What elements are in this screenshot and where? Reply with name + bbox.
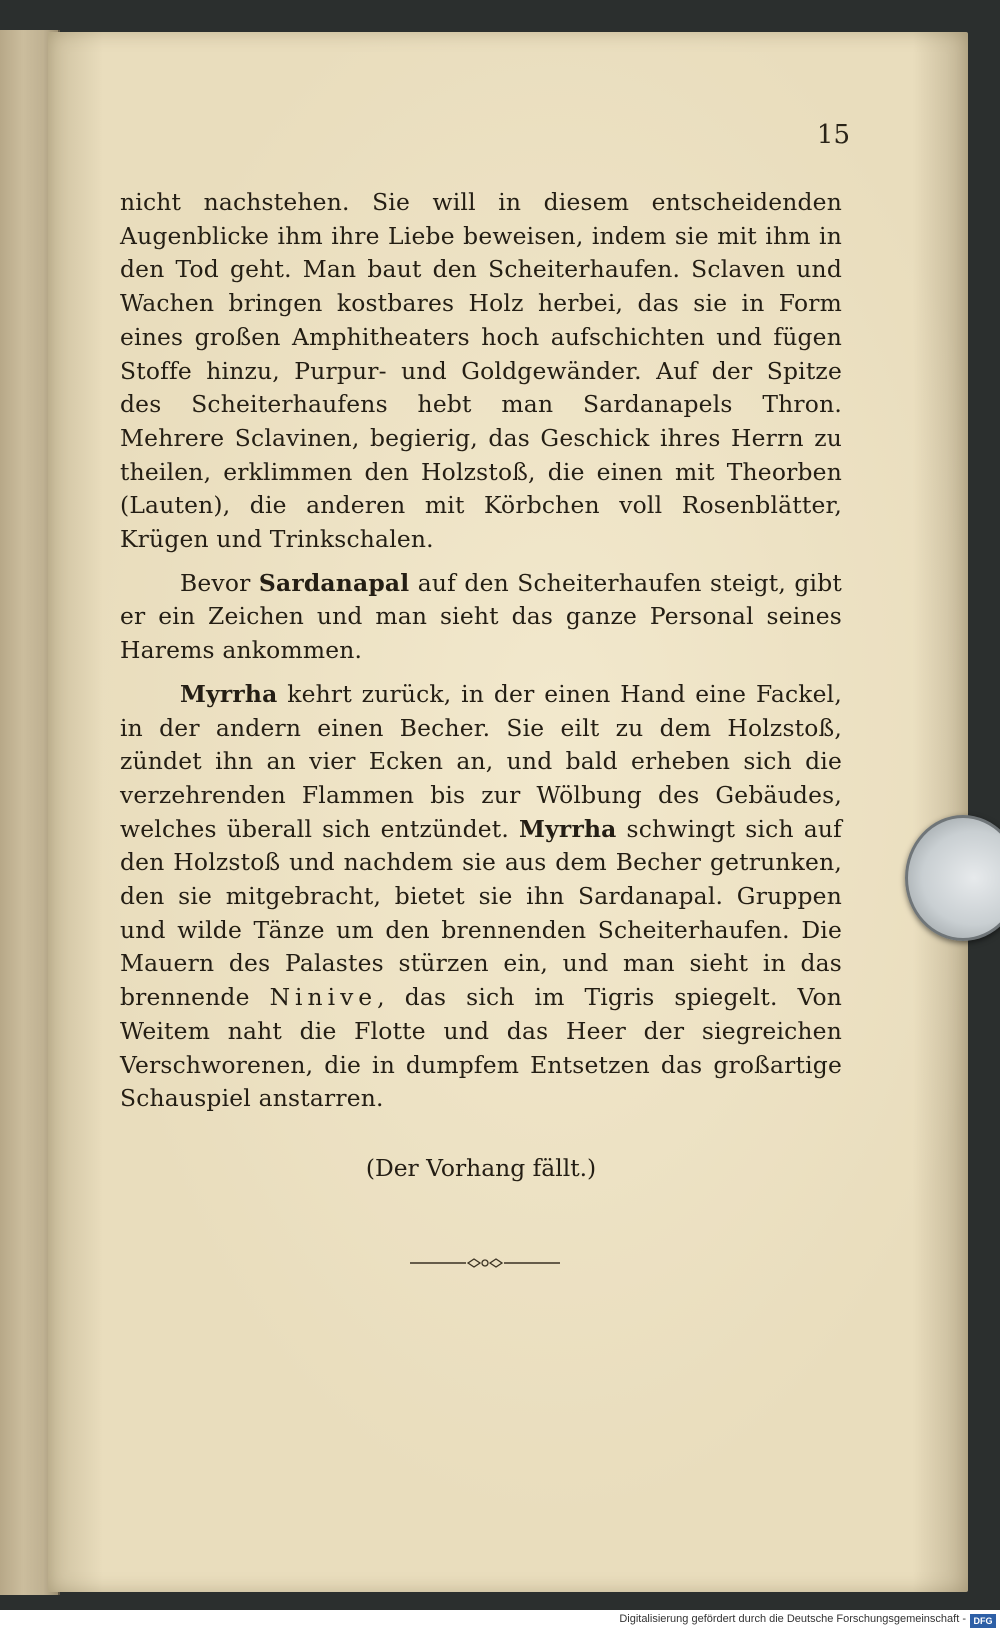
footer-bar bbox=[0, 1610, 1000, 1632]
paragraph-2 bbox=[120, 567, 842, 668]
dfg-logo: DFG bbox=[970, 1614, 996, 1628]
end-ornament-icon bbox=[410, 1256, 560, 1270]
paragraph-2-lead: Bevor bbox=[180, 568, 259, 597]
character-name-myrrha-2: Myrrha bbox=[519, 814, 617, 843]
paragraph-3-part-2: schwingt sich auf den Holzstoß und nachdem sie aus dem Becher getrunken, den sie mitgebracht, bietet sie ihn Sardanapal. Gruppen und wilde Tänze um den brennenden Scheiterhaufen. Die Mauern des Palastes stürzen ein, und man sieht in das brennende bbox=[120, 814, 842, 1012]
paragraph-2-rest: auf den Scheiterhaufen steigt, gibt er ein Zeichen und man sieht das ganze Personal seines Harems ankommen. bbox=[120, 568, 842, 665]
city-name-ninive: Ninive bbox=[269, 983, 378, 1012]
paragraph-1: nicht nachstehen. Sie will in diesem entscheidenden Augenblicke ihm ihre Liebe beweisen, indem sie mit ihm in den Tod geht. Man baut den Scheiterhaufen. Sclaven und Wachen bringen kostbares Holz herbei, das sie in Form eines großen Amphitheaters hoch aufschichten und fügen Stoffe hinzu, Purpur- und Goldgewänder. Auf der Spitze des Scheiterhaufens hebt man Sardanapels Thron. Mehrere Sclavinen, begierig, das Geschick ihres Herrn zu theilen, erklimmen den Holzstoß, die einen mit Theorben (Lauten), die anderen mit Körbchen voll Rosenblätter, Krügen und Trinkschalen. bbox=[120, 188, 842, 554]
stage-direction-curtain: (Der Vorhang fällt.) bbox=[365, 1154, 597, 1182]
page-number: 15 bbox=[816, 120, 850, 150]
paragraph-3-part-1: kehrt zurück, in der einen Hand eine Fackel, in der andern einen Becher. Sie eilt zu dem Holzstoß, zündet ihn an vier Ecken an, und bald erheben sich die verzehrenden Flammen bis zur Wölbung des Gebäudes, welches überall sich entzündet. bbox=[120, 679, 842, 843]
character-name-myrrha: Myrrha bbox=[180, 679, 278, 708]
paragraph-3-part-3: , das sich im Tigris spiegelt. Von Weitem naht die Flotte und das Heer der siegreichen Verschworenen, die in dumpfem Entsetzen das großartige Schauspiel anstarren. bbox=[120, 983, 842, 1113]
paragraph-3 bbox=[120, 678, 842, 1116]
character-name-sardanapal: Sardanapal bbox=[258, 568, 410, 597]
funding-credit: Digitalisierung gefördert durch die Deutsche Forschungsgemeinschaft - bbox=[619, 1613, 966, 1625]
body-text bbox=[120, 186, 842, 1116]
